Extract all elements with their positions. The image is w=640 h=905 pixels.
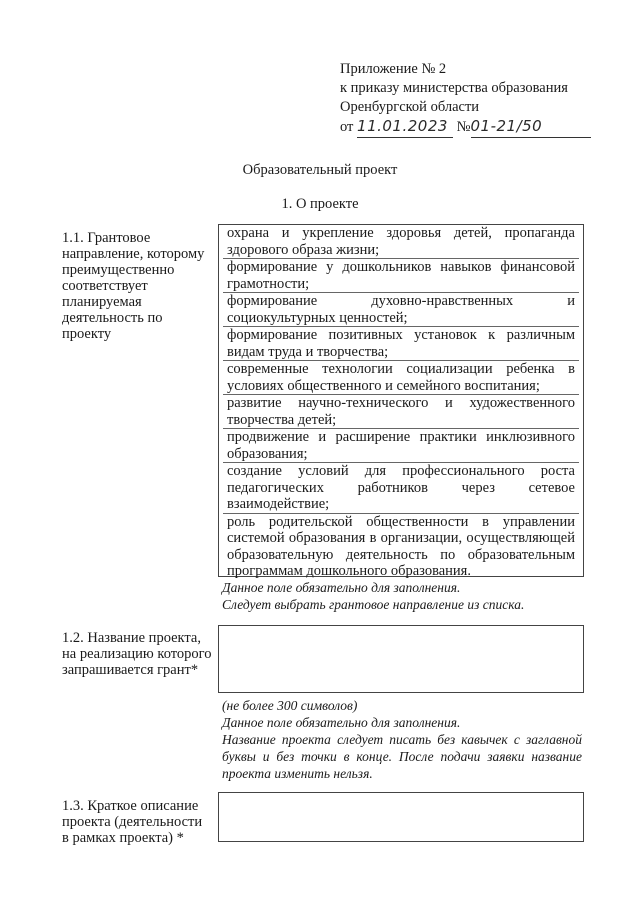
appendix-date-number	[340, 117, 591, 138]
field-1-2-note-rules: Название проекта следует писать без кавычек с заглавной буквы и без точки в конце. После подачи заявки название проекта изменить нельзя.	[222, 732, 582, 781]
date-field	[357, 117, 453, 138]
option-line: формирование позитивных установок к различным	[227, 327, 575, 343]
grant-direction-option[interactable]	[223, 462, 579, 513]
grant-direction-option[interactable]	[223, 428, 579, 462]
option-line: здорового образа жизни;	[227, 241, 380, 258]
grant-direction-option[interactable]	[223, 225, 579, 258]
number-value: 01-21/50	[470, 117, 543, 135]
field-1-2-label: 1.2. Название проекта, на реализацию которого запрашивается грант*	[62, 630, 212, 678]
appendix-order: к приказу министерства образования	[340, 80, 568, 96]
grant-direction-list[interactable]	[218, 224, 584, 577]
option-line: продвижение и расширение практики инклюзивного	[227, 429, 575, 445]
option-line: системой образования в организации, осуществляющей	[227, 530, 575, 546]
document-title: Образовательный проект	[242, 162, 398, 178]
option-line: охрана и укрепление здоровья детей, пропаганда	[227, 225, 575, 241]
grant-direction-option[interactable]	[223, 258, 579, 292]
option-line: педагогических работников через сетевое	[227, 479, 575, 496]
section-title: 1. О проекте	[281, 196, 359, 212]
number-field	[471, 117, 591, 138]
field-1-2-note-required: Данное поле обязательно для заполнения.	[222, 715, 461, 730]
option-line: творчества детей;	[227, 411, 337, 428]
project-name-input[interactable]	[218, 625, 584, 693]
option-line: социокультурных ценностей;	[227, 309, 408, 326]
option-line: современные технологии социализации ребенка в	[227, 361, 575, 377]
option-line: формирование духовно-нравственных и	[227, 293, 575, 309]
grant-direction-option[interactable]	[223, 394, 579, 428]
grant-direction-option[interactable]	[223, 326, 579, 360]
option-line: видам труда и творчества;	[227, 343, 389, 360]
field-1-3-label: 1.3. Краткое описание проекта (деятельности в рамках проекта) *	[62, 798, 203, 846]
option-line: создание условий для профессионального роста	[227, 463, 575, 479]
date-prefix: от	[340, 119, 354, 135]
field-1-1-note-select: Следует выбрать грантовое направление из списка.	[222, 597, 525, 612]
appendix-header	[340, 60, 591, 138]
grant-direction-option[interactable]	[223, 292, 579, 326]
option-line: грамотности;	[227, 275, 310, 292]
option-line: условиях общественного и семейного воспитания;	[227, 377, 540, 394]
grant-direction-option[interactable]	[223, 513, 579, 580]
grant-direction-option[interactable]	[223, 360, 579, 394]
field-1-2-limit: (не более 300 символов)	[222, 698, 358, 713]
appendix-region: Оренбургской области	[340, 99, 480, 115]
date-value: 11.01.2023	[357, 117, 448, 135]
option-line: программам дошкольного образования.	[227, 563, 471, 579]
option-line: образовательную деятельность по образовательным	[227, 546, 575, 563]
option-line: роль родительской общественности в управлении	[227, 513, 575, 530]
option-line: образования;	[227, 445, 308, 462]
field-1-1-note-required: Данное поле обязательно для заполнения.	[222, 580, 461, 595]
appendix-title: Приложение № 2	[340, 61, 447, 77]
option-line: взаимодействие;	[227, 496, 330, 512]
option-line: формирование у дошкольников навыков финансовой	[227, 259, 575, 275]
project-description-input[interactable]	[218, 792, 584, 842]
option-line: развитие научно-технического и художественного	[227, 395, 575, 411]
number-prefix: №	[456, 119, 471, 135]
field-1-1-label: 1.1. Грантовое направление, которому преимущественно соответствует планируемая деятельность по проекту	[62, 230, 205, 342]
